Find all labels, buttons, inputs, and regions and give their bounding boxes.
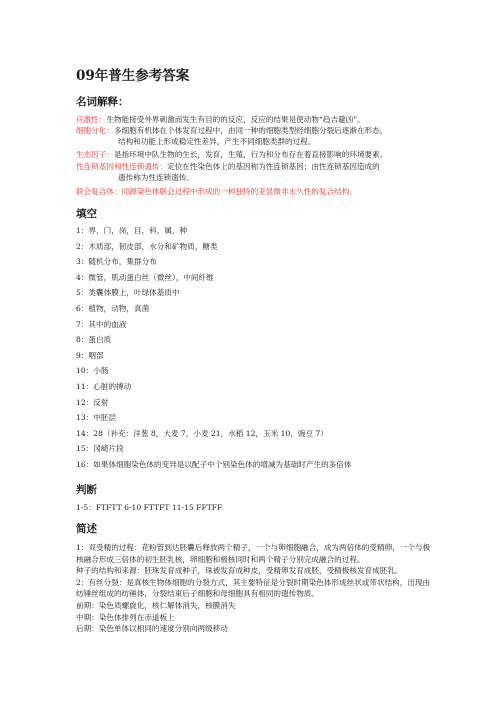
- definition-term: 联会复合体：: [76, 187, 122, 196]
- phase-line: 中期：染色体排列在赤道板上: [76, 612, 175, 622]
- document-title: 09年普生参考答案: [76, 68, 190, 84]
- definition-text: 同源染色体联会过程中形成的一种独特的亚显微非永久性的复合结构。: [121, 187, 357, 196]
- list-item: 16：如果体细胞染色体的变异是以配子中个别染色体的增减为基础时产生的多倍体: [76, 459, 352, 469]
- definition-term: 应激性：: [76, 115, 107, 124]
- list-item: 11：心脏的搏动: [76, 381, 132, 391]
- definition-term: 生态因子：: [76, 150, 114, 159]
- definition-continuation: 结构和功能上形成稳定性差异，产生不同细胞类群的过程。: [118, 137, 316, 146]
- list-item: 5：类囊体膜上，叶绿体基质中: [76, 288, 180, 298]
- answer-paragraph: 种子的结构和来源：胚珠发育成种子，珠被发育成种皮，受精卵发育成胚，受精极核发育成胚乳。: [76, 566, 403, 576]
- list-item: 2：木质部，韧皮部，水分和矿物质，糖类: [76, 241, 218, 251]
- list-item: 1：界，门，岗，目，科，属，种: [76, 226, 188, 235]
- phase-line: 前期：染色质螺旋化，核仁解体消失，核膜消失: [76, 600, 236, 610]
- short-answer-body: [76, 542, 432, 635]
- list-item: 13：中胚层: [76, 413, 117, 423]
- list-item: 10：小肠: [76, 366, 109, 376]
- definition-item: [76, 161, 432, 172]
- true-false-heading: 判断: [76, 484, 97, 496]
- definition-text: 是指环境中队生物的生长，发育，生殖，行为和分布存在着直接影响的环境要素。: [113, 150, 388, 159]
- list-item: 9：咽部: [76, 350, 104, 360]
- answer-paragraph: 1：双受精的过程：花粉管到达胚囊后释放两个精子，一个与卵细胞融合，成为两倍体的受精卵，一个与极核融合形成三倍体的初生胚乳核，卵细胞和极核同时和两个精子分别完成融合的过程。: [76, 543, 431, 564]
- short-answer-heading: 简述: [76, 523, 97, 535]
- definition-text: 生物能接受外界刺激而发生有目的的反应，反应的结果是使动物“趋吉避凶”。: [106, 115, 365, 124]
- list-item: 15：冈崎片段: [76, 444, 124, 454]
- definition-term: 性连锁基因和性连锁遗传：: [76, 162, 168, 171]
- list-item: 4：微管，肌动蛋白丝（微丝），中间纤维: [76, 272, 214, 282]
- definition-continuation: 遗传称为性连锁遗传。: [118, 173, 194, 182]
- answer-paragraph: 2：有丝分裂：是真核生物体细胞的分裂方式，其主要特征是分裂时期染色体形成丝状或带状结构，出现由纺锤丝组成的纺锤体，分裂结束后子细胞和母细胞具有相同的遗传物质。: [76, 577, 431, 599]
- list-item: 12：反射: [76, 397, 109, 407]
- fill-blank-list: [76, 223, 436, 473]
- list-item: 6：植物，动物，真菌: [76, 303, 150, 313]
- true-false-answers: 1-5：FTFTT 6-10 FTTFT 11-15 FFTFF: [76, 503, 223, 512]
- definition-item: [76, 186, 432, 197]
- list-item: 3：随机分布，集群分布: [76, 257, 157, 267]
- list-item: 8：蛋白质: [76, 335, 112, 345]
- list-item: 7：其中的血液: [76, 319, 127, 329]
- phase-line: 后期：染色单体以相同的速度分别向两级移动: [76, 624, 228, 634]
- definition-item: [76, 149, 432, 160]
- list-item: 14：28（补充：洋葱 8，大麦 7，小麦 21，水稻 12，玉米 10，豌豆 7）: [76, 428, 328, 438]
- definitions-heading: 名词解释：: [76, 96, 129, 108]
- definition-text: 多细胞有机体在个体发育过程中，由同一种的细胞类型经细胞分裂后逐渐在形态，: [113, 126, 388, 135]
- fill-blank-heading: 填空: [76, 208, 97, 220]
- definition-term: 细胞分化：: [76, 126, 114, 135]
- definition-text: 定位在性染色体上的基因称为性连锁基因；由性连锁基因造成的: [167, 162, 380, 171]
- definition-item: [76, 114, 432, 125]
- definition-item: [76, 125, 432, 136]
